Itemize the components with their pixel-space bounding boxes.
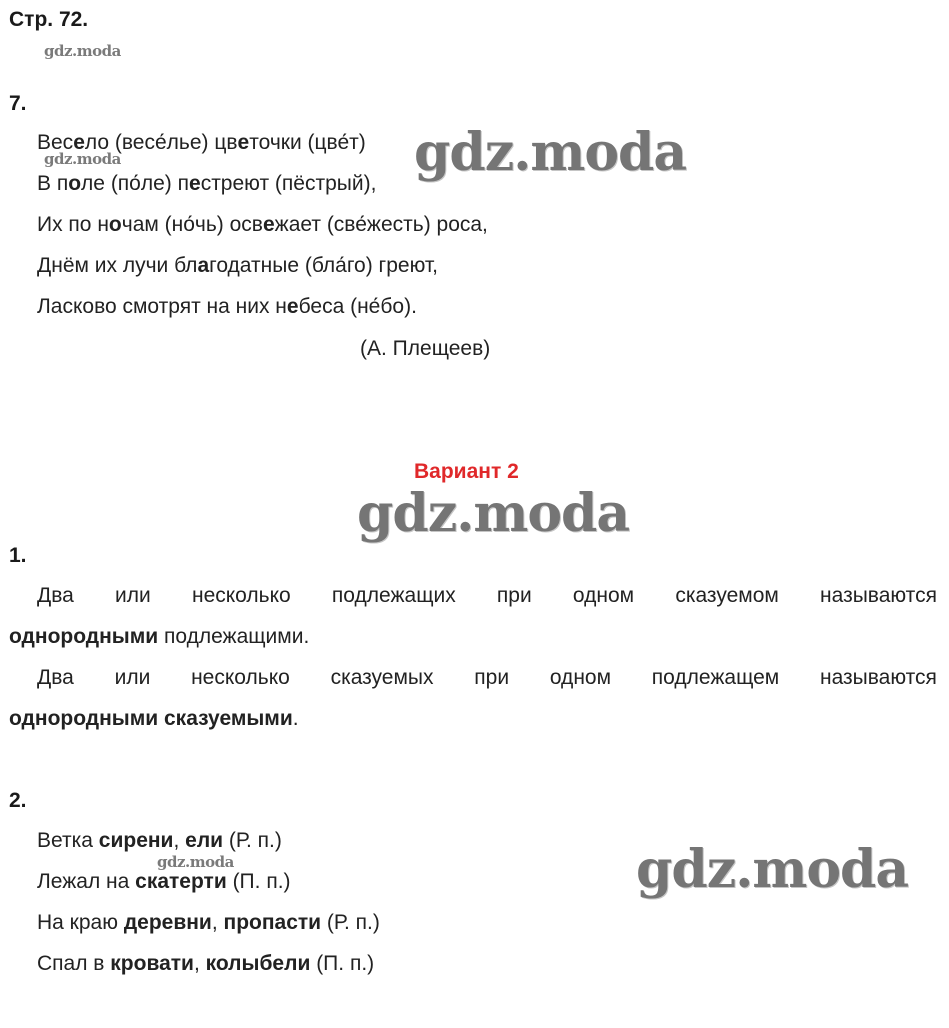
word: при	[496, 584, 532, 607]
answer-line	[37, 829, 282, 853]
word: называются	[820, 666, 937, 689]
text-segment: (П. п.)	[226, 870, 291, 893]
word: при	[474, 666, 510, 689]
paragraph-text: .	[292, 707, 299, 730]
word: сказуемых	[330, 666, 434, 689]
paragraph-line	[37, 666, 937, 690]
page-title: Стр. 72.	[9, 8, 89, 31]
text-segment: (Р. п.)	[321, 911, 380, 934]
bold-segment: е	[286, 295, 299, 318]
bold-segment: сирени	[98, 829, 174, 852]
text-segment: жает (све́жесть) роса,	[274, 213, 488, 236]
bold-segment: е	[237, 131, 250, 154]
word: называются	[820, 584, 937, 607]
word: несколько	[191, 666, 290, 689]
bold-segment: о	[108, 213, 122, 236]
bold-segment: скатерти	[135, 870, 227, 893]
bold-segment: о	[68, 172, 82, 195]
answer-line	[37, 870, 291, 894]
poem-line	[37, 254, 438, 278]
bold-term: однородными сказуемыми	[9, 707, 293, 730]
text-segment: Их по н	[37, 213, 109, 236]
text-segment: В п	[37, 172, 69, 195]
bold-segment: деревни	[123, 911, 212, 934]
watermark-small: gdz.moda	[157, 853, 234, 871]
text-segment: (П. п.)	[310, 952, 375, 975]
text-segment: Вес	[37, 131, 74, 154]
text-segment: ле (по́ле) п	[81, 172, 189, 195]
poem-line	[37, 213, 488, 237]
text-segment: Лежал на	[37, 870, 136, 893]
word: или	[114, 666, 151, 689]
watermark-large: gdz.moda	[414, 122, 687, 183]
word: сказуемом	[675, 584, 779, 607]
word: Два	[37, 666, 74, 689]
text-segment: Ветка	[37, 829, 99, 852]
task-number: 7.	[9, 92, 27, 115]
word: несколько	[191, 584, 291, 607]
poem-line	[37, 131, 366, 155]
watermark-large: gdz.moda	[636, 839, 909, 900]
watermark-small: gdz.moda	[44, 42, 121, 60]
text-segment: Днём их лучи бл	[37, 254, 198, 277]
bold-segment: е	[262, 213, 275, 236]
paragraph-line	[37, 584, 937, 608]
bold-segment: пропасти	[223, 911, 322, 934]
bold-segment: е	[189, 172, 201, 195]
watermark-large: gdz.moda	[357, 483, 630, 544]
text-segment: точки (цве́т)	[249, 131, 366, 154]
answer-line	[37, 911, 380, 935]
task-number: 1.	[9, 544, 27, 567]
bold-segment: ели	[185, 829, 224, 852]
paragraph-line	[9, 625, 309, 649]
text-segment: Спал в	[37, 952, 111, 975]
text-segment: ,	[173, 829, 186, 852]
text-segment: Ласково смотрят на них н	[37, 295, 287, 318]
word: Два	[37, 584, 74, 607]
text-segment: ,	[193, 952, 206, 975]
text-segment: годатные (бла́го) греют,	[209, 254, 438, 277]
text-segment: (Р. п.)	[223, 829, 282, 852]
paragraph-text: подлежащими.	[158, 625, 310, 648]
bold-segment: колыбели	[205, 952, 311, 975]
text-segment: ,	[211, 911, 224, 934]
word: одном	[572, 584, 635, 607]
watermark-small: gdz.moda	[44, 150, 121, 168]
poem-line	[37, 295, 417, 319]
text-segment: беса (не́бо).	[298, 295, 417, 318]
answer-line	[37, 952, 374, 976]
poem-author: (А. Плещеев)	[360, 337, 491, 360]
bold-term: однородными	[9, 625, 159, 648]
bold-segment: е	[73, 131, 85, 154]
paragraph-line	[9, 707, 299, 731]
word: одном	[549, 666, 612, 689]
word: подлежащем	[651, 666, 780, 689]
poem-line	[37, 172, 376, 196]
text-segment: На краю	[37, 911, 124, 934]
word: подлежащих	[331, 584, 456, 607]
text-segment: ло (весе́лье) цв	[84, 131, 238, 154]
task-number: 2.	[9, 789, 27, 812]
bold-segment: а	[197, 254, 210, 277]
text-segment: стреют (пёстрый),	[200, 172, 377, 195]
text-segment: чам (но́чь) осв	[121, 213, 263, 236]
bold-segment: кровати	[110, 952, 194, 975]
variant-title: Вариант 2	[414, 460, 519, 483]
word: или	[115, 584, 151, 607]
